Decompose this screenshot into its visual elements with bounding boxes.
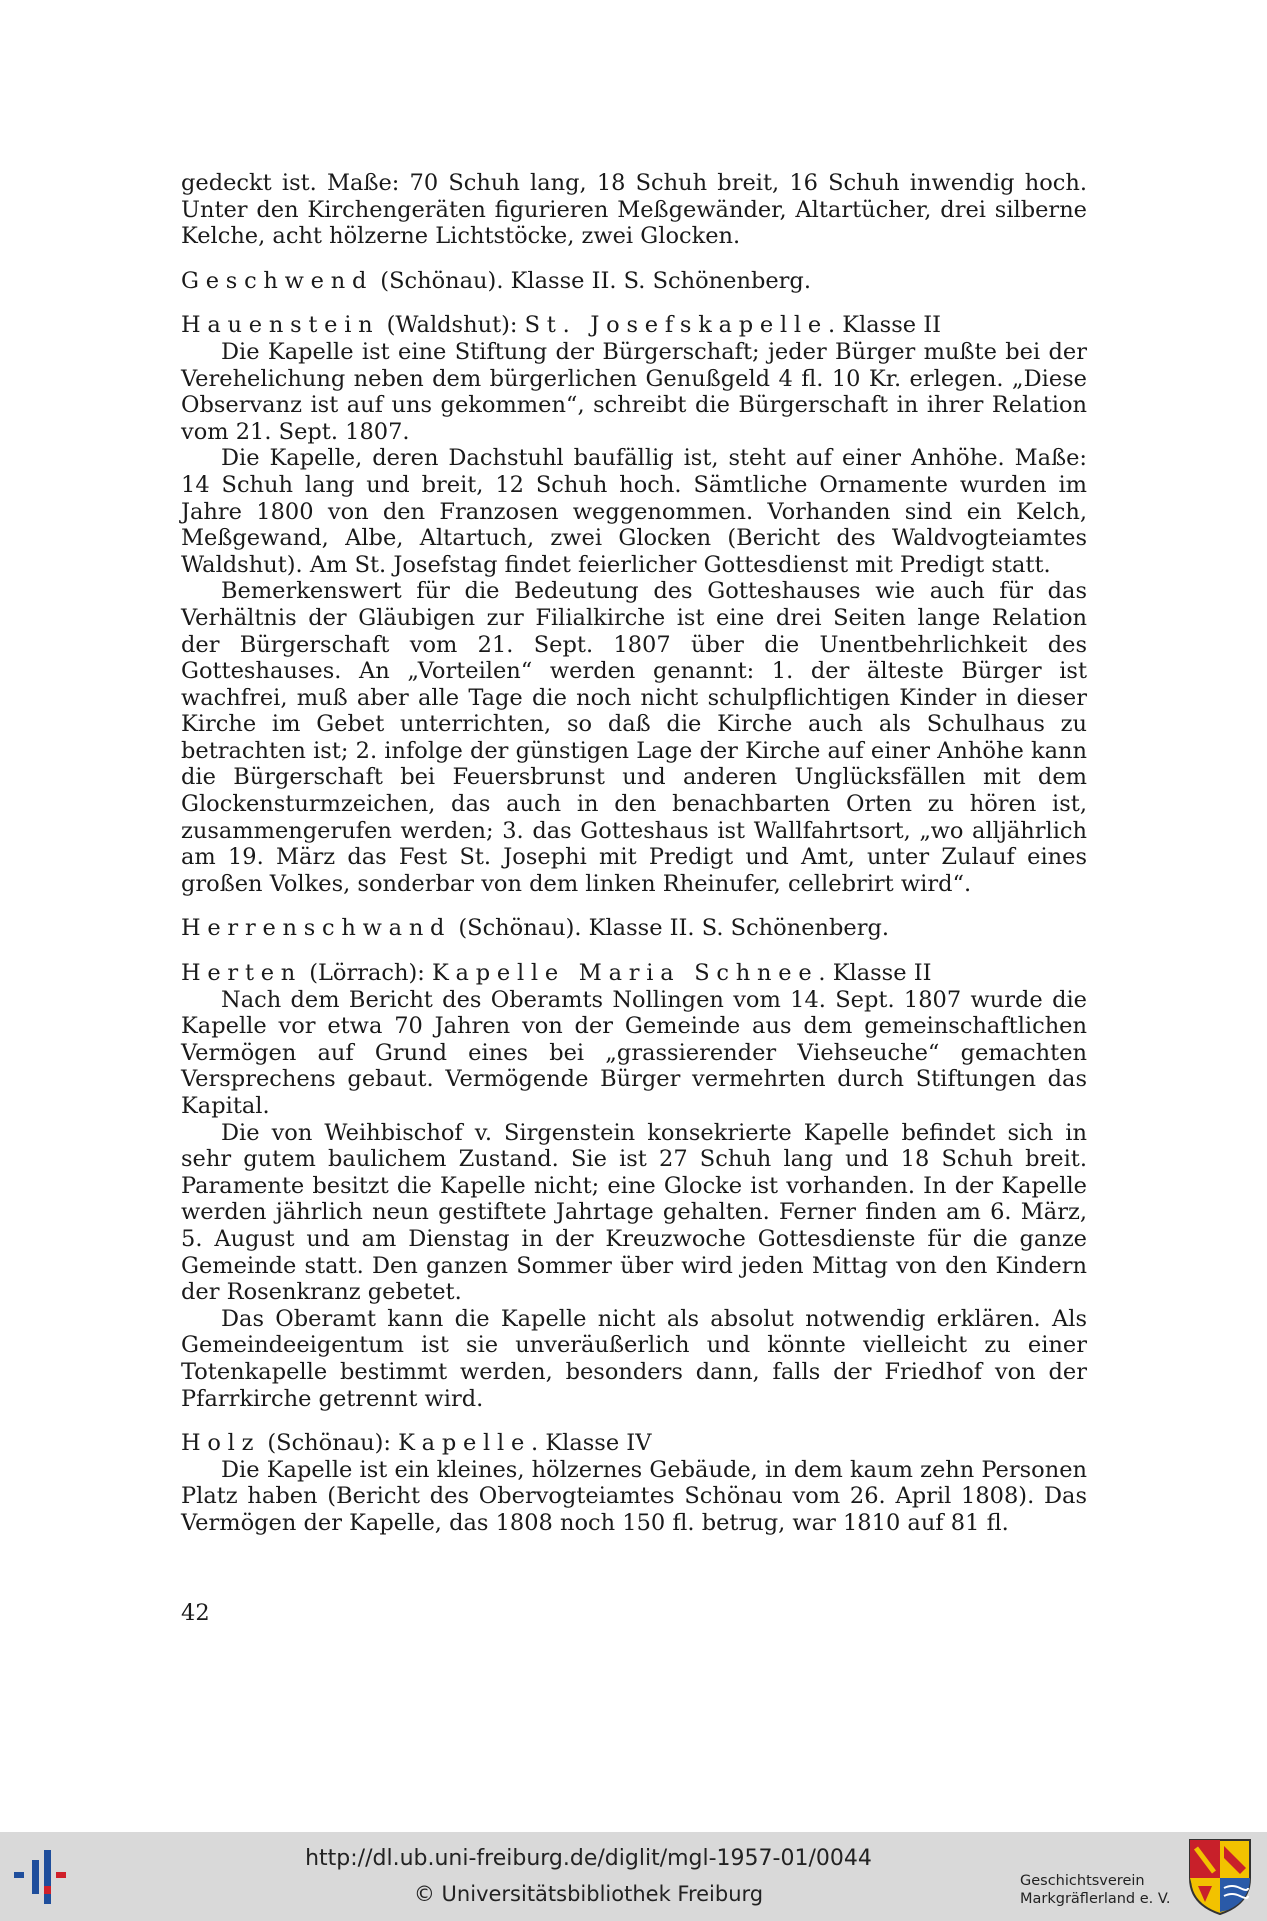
intro-paragraph: gedeckt ist. Maße: 70 Schuh lang, 18 Schuh breit, 16 Schuh inwendig hoch. Unter den Kirchengeräten figurieren Meßgewänder, Altartücher, drei silberne Kelche, acht hölzerne Lichtstöcke, zwei Glocken.: [181, 170, 1087, 250]
heading-rest: (Schönau). Klasse II. S. Schönenberg.: [451, 915, 890, 942]
heading-rest: . Klasse II: [827, 312, 941, 339]
place-name: Geschwend: [181, 267, 374, 294]
viewer-footer: [0, 1832, 1267, 1921]
place-name: Herten: [181, 960, 303, 987]
heading-district: (Waldshut):: [379, 312, 525, 339]
entry-geschwend: [181, 268, 1087, 295]
entry-holz: [181, 1430, 1087, 1536]
entry-heading: [181, 268, 1087, 295]
permalink-url[interactable]: http://dl.ub.uni-freiburg.de/diglit/mgl-1957-01/0044: [305, 1846, 872, 1871]
society-line: Geschichtsverein: [1020, 1873, 1145, 1889]
entry-heading: [181, 1430, 1087, 1457]
place-name: Hauenstein: [181, 312, 380, 339]
paragraph: Das Oberamt kann die Kapelle nicht als absolut notwendig erklären. Als Gemeindeeigentum ist sie unveräußerlich und könnte vielleicht zu einer Totenkapelle bestimmt werden, besonders dann, falls der Friedhof von der Pfarrkirche getrennt wird.: [181, 1305, 1087, 1412]
heading-rest: . Klasse II: [818, 960, 932, 987]
paragraph: Die Kapelle ist ein kleines, hölzernes Gebäude, in dem kaum zehn Personen Platz haben (Bericht des Obervogteiamtes Schönau vom 26. April 1808). Das Vermögen der Kapelle, das 1808 noch 150 fl. betrug, war 1810 auf 81 fl.: [181, 1456, 1087, 1536]
heading-district: (Schönau):: [260, 1430, 399, 1457]
chapel-name: Kapelle: [398, 1430, 532, 1457]
place-name: Herrenschwand: [181, 915, 452, 942]
entry-herten: [181, 960, 1087, 1412]
paragraph: Die Kapelle ist eine Stiftung der Bürgerschaft; jeder Bürger mußte bei der Verehelichung neben dem bürgerlichen Genußgeld 4 fl. 10 Kr. erlegen. „Diese Observanz ist auf uns gekommen“, schreibt die Bürgerschaft in ihrer Relation vom 21. Sept. 1807.: [181, 338, 1087, 445]
entry-herrenschwand: [181, 915, 1087, 942]
page-body: [181, 170, 1087, 1537]
entry-heading: [181, 915, 1087, 942]
place-name: Holz: [181, 1430, 261, 1457]
page-number: 42: [181, 1600, 210, 1626]
chapel-name: St. Josefskapelle: [524, 312, 828, 339]
chapel-name: Kapelle Maria Schnee: [432, 960, 819, 987]
coat-of-arms-icon: [1188, 1838, 1252, 1916]
copyright-notice: © Universitätsbibliothek Freiburg: [413, 1882, 764, 1906]
paragraph: Die von Weihbischof v. Sirgenstein konsekrierte Kapelle befindet sich in sehr gutem baulichem Zustand. Sie ist 27 Schuh lang und 18 Schuh breit. Paramente besitzt die Kapelle nicht; eine Glocke ist vorhanden. In der Kapelle werden jährlich neun gestiftete Jahrtage gehalten. Ferner finden am 6. März, 5. August und am Dienstag in der Kreuzwoche Gottesdienste für die ganze Gemeinde statt. Den ganzen Sommer über wird jeden Mittag von den Kindern der Rosenkranz gebetet.: [181, 1119, 1087, 1306]
entry-heading: [181, 312, 1087, 339]
entry-heading: [181, 960, 1087, 987]
heading-district: (Lörrach):: [302, 960, 432, 987]
paragraph: Die Kapelle, deren Dachstuhl baufällig ist, steht auf einer Anhöhe. Maße: 14 Schuh lang und breit, 12 Schuh hoch. Sämtliche Ornamente wurden im Jahre 1800 von den Franzosen weggenommen. Vorhanden sind ein Kelch, Meßgewand, Albe, Altartuch, zwei Glocken (Bericht des Waldvogteiamtes Waldshut). Am St. Josefstag findet feierlicher Gottesdienst mit Predigt statt.: [181, 445, 1087, 578]
heading-rest: . Klasse IV: [531, 1430, 652, 1457]
paragraph: Nach dem Bericht des Oberamts Nollingen vom 14. Sept. 1807 wurde die Kapelle vor etwa 70 Jahren von der Gemeinde aus dem gemeinschaftlichen Vermögen auf Grund eines bei „grassierender Viehseuche“ gemachten Versprechens gebaut. Vermögende Bürger vermehrten durch Stiftungen das Kapital.: [181, 986, 1087, 1119]
entry-hauenstein: [181, 312, 1087, 897]
heading-rest: (Schönau). Klasse II. S. Schönenberg.: [373, 267, 811, 294]
society-name: [1020, 1872, 1180, 1908]
society-line: Markgräflerland e. V.: [1020, 1891, 1171, 1907]
paragraph: Bemerkenswert für die Bedeutung des Gotteshauses wie auch für das Verhältnis der Gläubigen zur Filialkirche ist eine drei Seiten lange Relation der Bürgerschaft vom 21. Sept. 1807 über die Unentbehrlichkeit des Gotteshauses. An „Vorteilen“ werden genannt: 1. der älteste Bürger ist wachfrei, muß aber alle Tage die noch nicht schulpflichtigen Kinder in dieser Kirche im Gebet unterrichten, so daß die Kirche auch als Schulhaus zu betrachten ist; 2. infolge der günstigen Lage der Kirche auf einer Anhöhe kann die Bürgerschaft bei Feuersbrunst und anderen Unglücksfällen mit dem Glockensturmzeichen, das auch in den benachbarten Orten zu hören ist, zusammengerufen werden; 3. das Gotteshaus ist Wallfahrtsort, „wo alljährlich am 19. März das Fest St. Josephi mit Predigt und Amt, unter Zulauf eines großen Volkes, sonderbar von dem linken Rheinufer, cellebrirt wird“.: [181, 578, 1087, 897]
